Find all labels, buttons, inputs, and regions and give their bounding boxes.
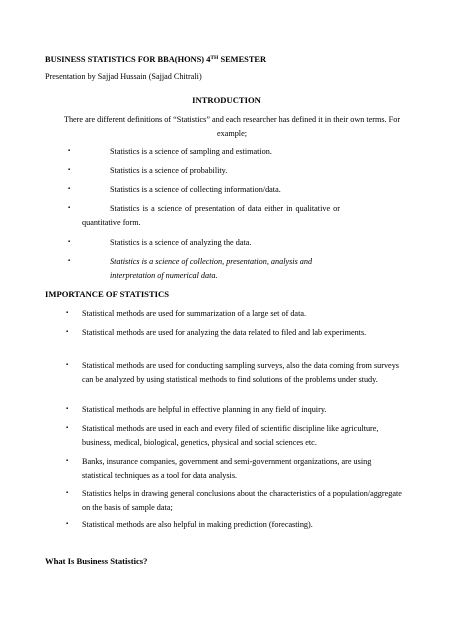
list-item-text: Statistics is a science of analyzing the data.: [110, 238, 252, 247]
bullet-icon: ▪: [66, 490, 69, 496]
title-text: BUSINESS STATISTICS FOR BBA(HONS) 4: [45, 55, 211, 64]
list-item-text: Statistical methods are used for conducting sampling surveys, also the data coming from surveys can be analyzed by using statistical methods to find solutions of the problems under study.: [82, 361, 399, 384]
list-item: [66, 518, 402, 532]
list-item-text: Statistics is a science of probability.: [110, 166, 228, 175]
bullet-icon: ▪: [68, 148, 71, 154]
list-item: [68, 164, 400, 178]
list-item-text: Statistics is a science of collection, presentation, analysis and: [110, 257, 313, 266]
bullet-icon: ▪: [66, 406, 69, 412]
importance-heading: IMPORTANCE OF STATISTICS: [45, 289, 170, 299]
list-item: [66, 359, 402, 386]
list-item-text: Statistical methods are also helpful in making prediction (forecasting).: [82, 520, 313, 529]
list-item: [66, 455, 402, 482]
list-item: [68, 255, 400, 282]
list-item-text: Statistical methods are used for analyzing the data related to filed and lab experiments.: [82, 328, 367, 337]
title-superscript: TH: [210, 55, 219, 61]
bullet-icon: ▪: [66, 458, 69, 464]
presenter-line: Presentation by Sajjad Hussain (Sajjad Chitrali): [45, 72, 202, 81]
bullet-icon: ▪: [68, 258, 71, 264]
list-item: [68, 236, 400, 250]
bullet-icon: ▪: [66, 425, 69, 431]
list-item-continuation: interpretation of numerical data.: [110, 270, 218, 280]
list-item-continuation: quantitative form.: [82, 217, 141, 227]
introduction-heading: INTRODUCTION: [192, 95, 261, 105]
bullet-icon: ▪: [66, 362, 69, 368]
list-item-text: Statistical methods are helpful in effective planning in any field of inquiry.: [82, 405, 327, 414]
list-item: [68, 145, 400, 159]
bullet-icon: ▪: [68, 205, 71, 211]
bullet-icon: ▪: [68, 186, 71, 192]
business-statistics-heading: What Is Business Statistics?: [45, 556, 148, 566]
bullet-icon: ▪: [68, 239, 71, 245]
introduction-paragraph: There are different definitions of “Statistics” and each researcher has defined it in their own terms. For example;: [63, 115, 401, 138]
title-tail: SEMESTER: [218, 55, 267, 64]
list-item: [66, 307, 402, 321]
list-item-text: Statistics is a science of collecting information/data.: [110, 185, 281, 194]
list-item: [68, 183, 400, 197]
list-item-text: Statistical methods are used in each and every filed of scientific discipline like agriculture, business, medical, biological, genetics, physical and social sciences etc.: [82, 424, 379, 447]
list-item-text: Banks, insurance companies, government and semi-government organizations, are using statistical techniques as a tool for data analysis.: [82, 457, 372, 480]
list-item: [68, 202, 410, 229]
list-item-text: Statistics is a science of presentation of data either in qualitative or: [110, 204, 340, 213]
bullet-icon: ▪: [66, 521, 69, 527]
list-item: [66, 403, 402, 417]
list-item: [66, 487, 402, 514]
list-item-text: Statistics is a science of sampling and estimation.: [110, 147, 272, 156]
bullet-icon: ▪: [68, 167, 71, 173]
bullet-icon: ▪: [66, 329, 69, 335]
list-item: [66, 326, 402, 340]
list-item-text: Statistical methods are used for summarization of a large set of data.: [82, 309, 307, 318]
document-title: [45, 55, 266, 64]
list-item-text: Statistics helps in drawing general conclusions about the characteristics of a population/aggregate on the basis of sample data;: [82, 489, 402, 512]
bullet-icon: ▪: [66, 310, 69, 316]
list-item: [66, 422, 402, 449]
